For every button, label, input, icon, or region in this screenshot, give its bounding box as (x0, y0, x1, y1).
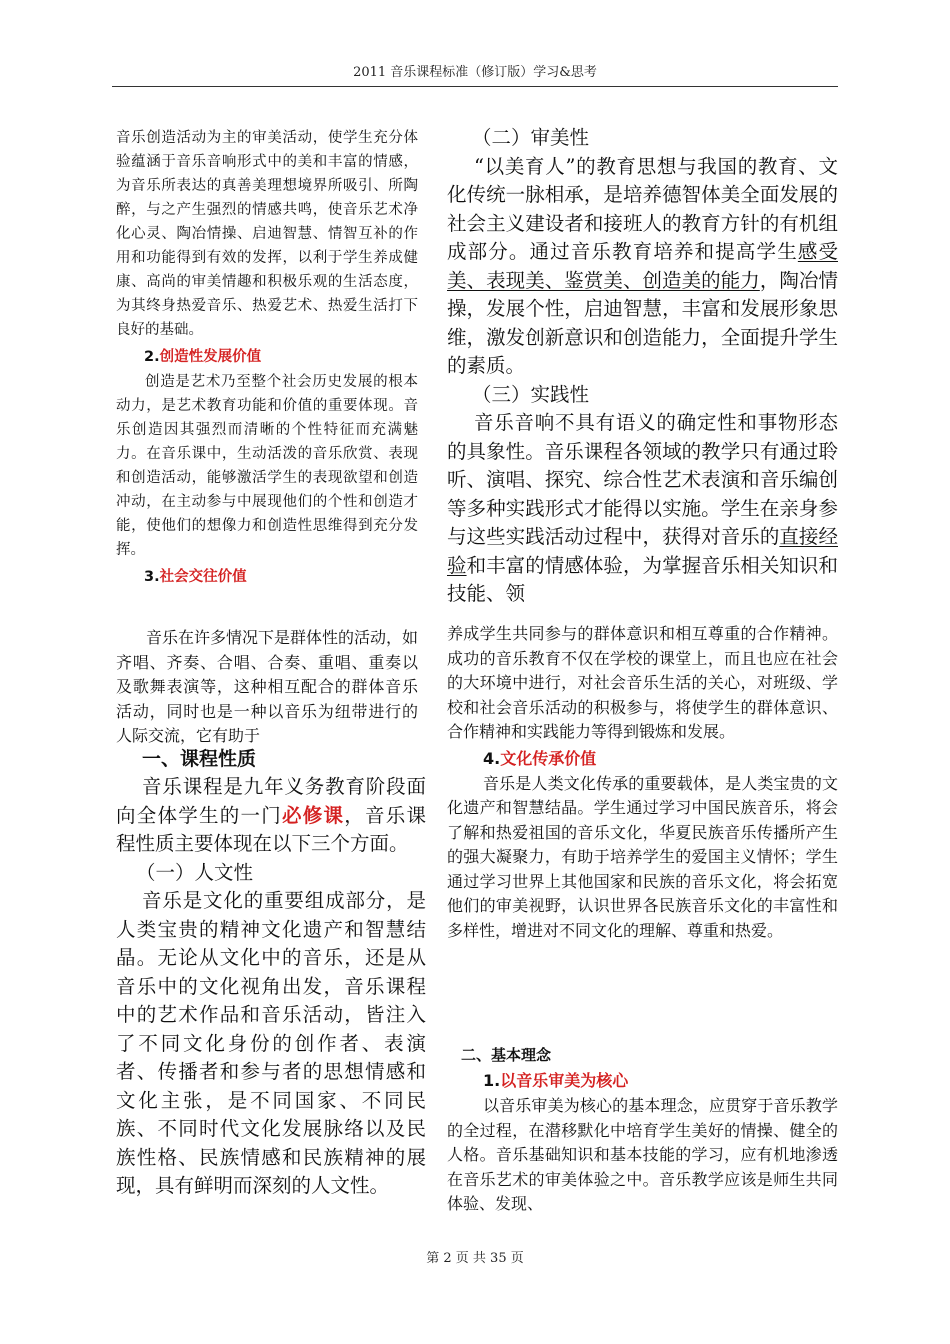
text-segment: ，陶冶情操，发展个性，启迪智慧，丰富和发展形象思维，激发创新意识和创造能力，全面提升学生的素质。 (447, 268, 838, 377)
heading-text: 文化传承价值 (500, 748, 597, 768)
required-course-highlight: 必修课 (281, 803, 345, 827)
right-column-large (447, 124, 838, 609)
page-number: 第 2 页 共 35 页 (426, 1251, 524, 1266)
paragraph-aesthetic-value: 音乐创造活动为主的审美活动，使学生充分体验蕴涵于音乐音响形式中的美和丰富的情感，为音乐所表达的真善美理想境界所吸引、所陶醉，与之产生强烈的情感共鸣，使音乐艺术净化心灵、陶冶情操、启迪智慧、情智互补的作用和功能得到有效的发挥，以利于学生养成健康、高尚的审美情趣和积极乐观的生活态度，为其终身热爱音乐、热爱艺术、热爱生活打下良好的基础。 (116, 130, 418, 338)
heading-creative-value (144, 344, 418, 370)
heading-text: 社会交往价值 (159, 569, 247, 585)
header-title: 2011 音乐课程标准（修订版）学习&思考 (353, 65, 597, 80)
heading-number: 4. (483, 748, 501, 768)
heading-text: 以音乐审美为核心 (500, 1071, 629, 1090)
text-segment: “以美育人”的教育思想与我国的教育、文化传统一脉相承，是培养德智体美全面发展的社会主义建设者和接班人的教育方针的有机组成部分。通过音乐教育培养和提高学生 (447, 154, 838, 263)
subheading-practical: （三）实践性 (472, 382, 590, 406)
paragraph-aesthetic-core: 以音乐审美为核心的基本理念，应贯穿于音乐教学的全过程，在潜移默化中培育学生美好的情操、健全的人格。音乐基础知识和基本技能的学习，应有机地渗透在音乐艺术的审美体验之中。音乐教学应该是师生共同体验、发现、 (447, 1096, 838, 1213)
right-column-basic-concepts (447, 1042, 838, 1217)
paragraph-aesthetic (447, 153, 838, 381)
paragraph-practical (447, 409, 838, 609)
subheading-aesthetic: （二）审美性 (472, 126, 590, 149)
left-column-large (116, 746, 426, 1201)
paragraph-social-value: 音乐在许多情况下是群体性的活动，如齐唱、齐奏、合唱、合奏、重唱、重奏以及歌舞表演等，这种相互配合的群体音乐活动，同时也是一种以音乐为纽带进行的人际交流，它有助于 (116, 628, 419, 745)
heading-cultural-value (483, 746, 838, 772)
heading-number: 2. (144, 349, 160, 365)
text-segment: ，音乐课程性质主要体现在以下三个方面。 (116, 803, 426, 855)
heading-social-value (144, 564, 418, 590)
paragraph-course-nature (116, 773, 426, 859)
underlined-abilities: 感受美、表现美、鉴赏美、创造美的能力 (447, 240, 838, 292)
paragraph-creative-value: 创造是艺术乃至整个社会历史发展的根本动力，是艺术教育功能和价值的重要体现。音乐创造因其强烈而清晰的个性特征而充满魅力。在音乐课中，生动活泼的音乐欣赏、表现和创造活动，能够激活学生的表现欲望和创造冲动，在主动参与中展现他们的个性和创造才能，使他们的想像力和创造性思维得到充分发挥。 (116, 374, 418, 558)
text-segment: 音乐课程是九年义务教育阶段面向全体学生的一门 (116, 775, 426, 827)
page-footer (0, 1247, 950, 1266)
left-column-social-paragraph (116, 626, 418, 749)
section-title-basic-concepts: 二、基本理念 (461, 1046, 552, 1064)
subheading-humanistic: （一）人文性 (136, 860, 254, 884)
text-segment: 音乐音响不具有语义的确定性和事物形态的具象性。音乐课程各领域的教学只有通过聆听、演唱、探究、综合性艺术表演和音乐编创等多种实践形式才能得以实施。学生在亲身参与这些实践活动过程中，获得对音乐的 (447, 411, 838, 548)
left-column-small (116, 126, 418, 590)
heading-number: 3. (144, 569, 160, 585)
section-title-course-nature: 一、课程性质 (142, 748, 257, 770)
heading-aesthetic-core (483, 1068, 838, 1094)
heading-text: 创造性发展价值 (159, 349, 262, 365)
paragraph-group-awareness: 养成学生共同参与的群体意识和相互尊重的合作精神。成功的音乐教育不仅在学校的课堂上，而且也应在社会的大环境中进行，对社会音乐生活的关心，对班级、学校和社会音乐活动的积极参与，将使学生的群体意识、合作精神和实践能力等得到锻炼和发展。 (447, 624, 838, 741)
paragraph-humanistic: 音乐是文化的重要组成部分，是人类宝贵的精神文化遗产和智慧结晶。无论从文化中的音乐，还是从音乐中的文化视角出发，音乐课程中的艺术作品和音乐活动，皆注入了不同文化身份的创作者、表演者、传播者和参与者的思想情感和文化主张，是不同国家、不同民族、不同时代文化发展脉络以及民族性格、民族情感和民族精神的展现，具有鲜明而深刻的人文性。 (116, 889, 426, 1197)
text-segment: 和丰富的情感体验，为掌握音乐相关知识和技能、领 (447, 553, 838, 605)
right-column-small (447, 622, 838, 943)
page-header (112, 64, 838, 87)
heading-number: 1. (483, 1071, 501, 1090)
underlined-direct-experience: 直接经验 (447, 525, 838, 577)
paragraph-cultural-value: 音乐是人类文化传承的重要载体，是人类宝贵的文化遗产和智慧结晶。学生通过学习中国民族音乐，将会了解和热爱祖国的音乐文化，华夏民族音乐传播所产生的强大凝聚力，有助于培养学生的爱国主义情怀；学生通过学习世界上其他国家和民族的音乐文化，将会拓宽他们的审美视野，认识世界各民族音乐文化的丰富性和多样性，增进对不同文化的理解、尊重和热爱。 (447, 773, 838, 940)
